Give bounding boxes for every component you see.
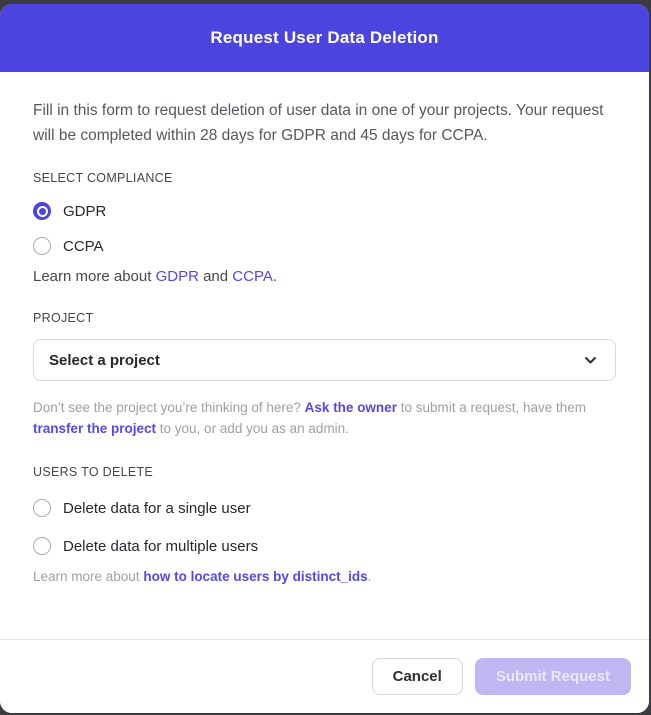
ccpa-link[interactable]: CCPA [232,268,273,285]
radio-label-gdpr: GDPR [63,202,107,220]
project-select[interactable] [33,339,616,381]
modal-title: Request User Data Deletion [210,28,439,47]
chevron-down-icon [584,356,597,365]
learn-more-suffix: . [272,268,278,285]
radio-unselected-icon[interactable] [33,537,51,555]
radio-label-single-user: Delete data for a single user [63,499,251,517]
project-select-value: Select a project [49,351,160,369]
learn-more-prefix: Learn more about [33,268,156,285]
radio-label-ccpa: CCPA [63,237,104,255]
distinct-ids-link[interactable]: how to locate users by distinct_ids [143,569,368,584]
radio-unselected-icon[interactable] [33,499,51,517]
modal-header [0,4,649,72]
radio-selected-icon[interactable] [33,202,51,220]
submit-request-button[interactable]: Submit Request [475,658,631,695]
intro-text: Fill in this form to request deletion of user data in one of your projects. Your request will be completed within 28 days for GDPR and 45 days for CCPA. [33,102,604,144]
project-helper-text [33,397,616,439]
radio-option-single-user[interactable] [33,499,616,517]
project-label: PROJECT [33,311,94,325]
users-to-delete-label: USERS TO DELETE [33,465,154,479]
radio-unselected-icon[interactable] [33,237,51,255]
gdpr-link[interactable]: GDPR [155,268,199,285]
compliance-learn-more [33,268,616,285]
select-compliance-label: SELECT COMPLIANCE [33,171,173,185]
radio-option-multiple-users[interactable] [33,537,616,555]
radio-option-gdpr[interactable] [33,202,616,220]
ask-the-owner-link[interactable]: Ask the owner [304,400,397,415]
users-learn-more-suffix: . [367,569,372,584]
radio-option-ccpa[interactable] [33,237,616,255]
learn-more-middle: and [198,268,233,285]
helper-part3: to you, or add you as an admin. [156,421,349,436]
radio-label-multiple-users: Delete data for multiple users [63,537,259,555]
users-learn-more [33,569,616,584]
modal-body [0,72,649,639]
cancel-button[interactable]: Cancel [372,658,463,695]
users-learn-more-prefix: Learn more about [33,569,144,584]
helper-part1: Don’t see the project you’re thinking of here? [33,400,305,415]
transfer-the-project-link[interactable]: transfer the project [33,421,157,436]
helper-part2: to submit a request, have them [396,400,587,415]
request-user-data-deletion-modal [0,4,649,713]
modal-footer [0,639,649,713]
